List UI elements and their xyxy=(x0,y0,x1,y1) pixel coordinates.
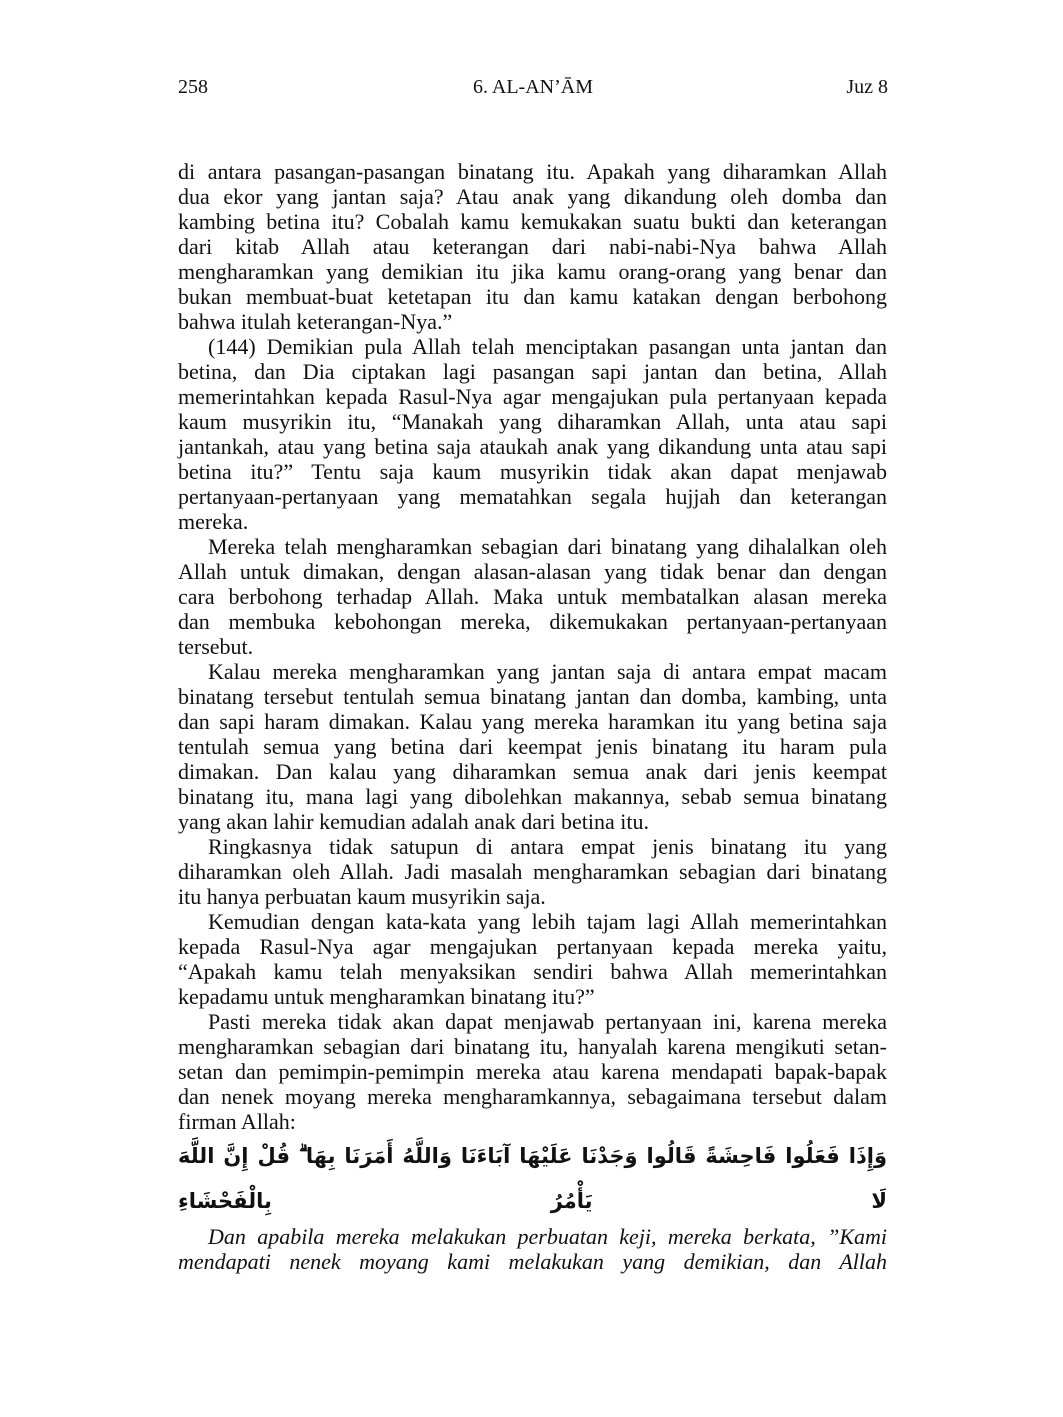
text-line: firman Allah: xyxy=(178,1109,296,1134)
text-line: kaum musyrikin itu, “Manakah yang diharamkan Allah, unta atau sapi xyxy=(178,409,887,434)
text-line: binatang tersebut tentulah semua binatang jantan dan domba, kambing, unta xyxy=(178,684,887,709)
text-line: Ringkasnya tidak satupun di antara empat jenis binatang itu yang xyxy=(208,834,887,859)
text-line: betina itu?” Tentu saja kaum musyrikin tidak akan dapat menjawab xyxy=(178,459,887,484)
text-line: binatang itu, mana lagi yang dibolehkan makannya, sebab semua binatang xyxy=(178,784,887,809)
chapter-title: 6. AL-AN’ĀM xyxy=(473,76,593,98)
text-line: di antara pasangan-pasangan binatang itu. Apakah yang diharamkan Allah xyxy=(178,159,887,184)
text-line: dan membuka kebohongan mereka, dikemukakan pertanyaan-pertanyaan xyxy=(178,609,887,634)
text-line: Pasti mereka tidak akan dapat menjawab pertanyaan ini, karena mereka xyxy=(208,1009,887,1034)
text-line: cara berbohong terhadap Allah. Maka untuk membatalkan alasan mereka xyxy=(178,584,887,609)
text-line: “Apakah kamu telah menyaksikan sendiri bahwa Allah memerintahkan xyxy=(178,959,887,984)
text-line: Kemudian dengan kata-kata yang lebih tajam lagi Allah memerintahkan xyxy=(208,909,887,934)
text-line: betina, dan Dia ciptakan lagi pasangan sapi jantan dan betina, Allah xyxy=(178,359,887,384)
text-line: diharamkan oleh Allah. Jadi masalah mengharamkan sebagian dari binatang xyxy=(178,859,887,884)
text-line: yang akan lahir kemudian adalah anak dari betina itu. xyxy=(178,809,649,834)
text-line: mengharamkan sebagian dari binatang itu, hanyalah karena mengikuti setan- xyxy=(178,1034,887,1059)
page-body xyxy=(178,159,887,1274)
text-line: bukan membuat-buat ketetapan itu dan kamu katakan dengan berbohong xyxy=(178,284,887,309)
text-line: bahwa itulah keterangan-Nya.” xyxy=(178,309,453,334)
text-line: dan sapi haram dimakan. Kalau yang mereka haramkan itu yang betina saja xyxy=(178,709,887,734)
text-line: itu hanya perbuatan kaum musyrikin saja. xyxy=(178,884,546,909)
text-line: kepadamu untuk mengharamkan binatang itu?” xyxy=(178,984,595,1009)
text-line: Allah untuk dimakan, dengan alasan-alasan yang tidak benar dan dengan xyxy=(178,559,887,584)
juz-label: Juz 8 xyxy=(846,76,888,98)
paragraph xyxy=(178,834,887,909)
translation-line: Dan apabila mereka melakukan perbuatan keji, mereka berkata, ”Kami xyxy=(208,1224,887,1249)
arabic-verse: وَإِذَا فَعَلُوا فَاحِشَةً قَالُوا وَجَدْنَا عَلَيْهَا آبَاءَنَا وَاللَّهُ أَمَرَنَا بِهَا ۗ قُلْ إِنَّ اللَّهَ لَا يَأْمُرُ بِالْفَحْشَاءِ xyxy=(178,1144,887,1213)
translation-line: mendapati nenek moyang kami melakukan yang demikian, dan Allah xyxy=(178,1249,887,1274)
text-line: kambing betina itu? Cobalah kamu kemukakan suatu bukti dan keterangan xyxy=(178,209,887,234)
text-line: setan dan pemimpin-pemimpin mereka atau karena mendapati bapak-bapak xyxy=(178,1059,887,1084)
text-line: dimakan. Dan kalau yang diharamkan semua anak dari jenis keempat xyxy=(178,759,887,784)
text-line: tersebut. xyxy=(178,634,254,659)
text-line: tentulah semua yang betina dari keempat jenis binatang itu haram pula xyxy=(178,734,887,759)
paragraph xyxy=(178,909,887,1009)
text-line: dan nenek moyang mereka mengharamkannya, sebagaimana tersebut dalam xyxy=(178,1084,887,1109)
text-line: kepada Rasul-Nya agar mengajukan pertanyaan kepada mereka yaitu, xyxy=(178,934,887,959)
paragraph xyxy=(178,659,887,834)
text-line: memerintahkan kepada Rasul-Nya agar mengajukan pula pertanyaan kepada xyxy=(178,384,887,409)
text-line: dari kitab Allah atau keterangan dari nabi-nabi-Nya bahwa Allah xyxy=(178,234,887,259)
page-number: 258 xyxy=(178,76,208,98)
text-line: (144) Demikian pula Allah telah menciptakan pasangan unta jantan dan xyxy=(208,334,887,359)
text-line: Mereka telah mengharamkan sebagian dari binatang yang dihalalkan oleh xyxy=(208,534,887,559)
text-line: jantankah, atau yang betina saja ataukah anak yang dikandung unta atau sapi xyxy=(178,434,887,459)
running-header xyxy=(178,76,888,102)
paragraph xyxy=(178,159,887,334)
text-line: dua ekor yang jantan saja? Atau anak yang dikandung oleh domba dan xyxy=(178,184,887,209)
text-line: Kalau mereka mengharamkan yang jantan saja di antara empat macam xyxy=(208,659,887,684)
paragraph xyxy=(178,1009,887,1134)
paragraph xyxy=(178,534,887,659)
paragraph xyxy=(178,334,887,534)
text-line: mereka. xyxy=(178,509,249,534)
paragraphs xyxy=(178,159,887,1134)
text-line: pertanyaan-pertanyaan yang mematahkan segala hujjah dan keterangan xyxy=(178,484,887,509)
text-line: mengharamkan yang demikian itu jika kamu orang-orang yang benar dan xyxy=(178,259,887,284)
